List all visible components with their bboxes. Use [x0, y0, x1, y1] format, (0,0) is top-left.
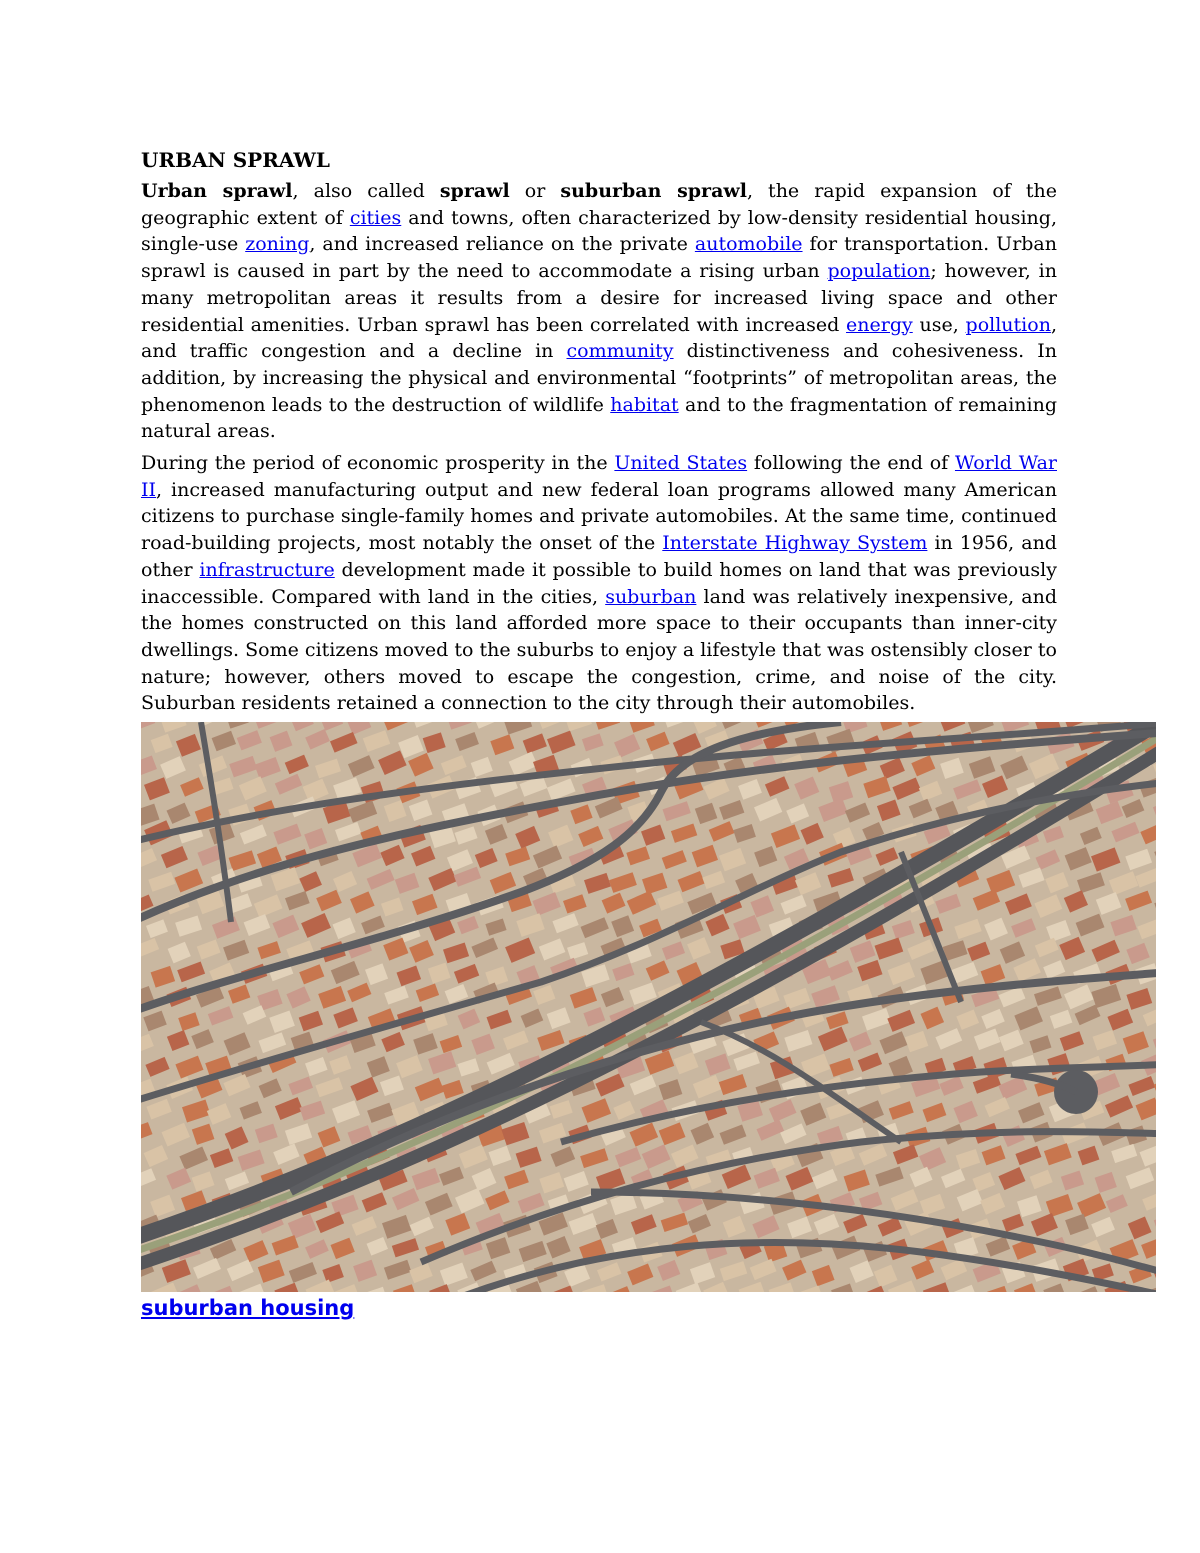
document-page [141, 146, 1057, 1322]
suburban-housing-photo [141, 722, 1156, 1292]
link-habitat[interactable]: habitat [610, 393, 679, 416]
term-sprawl: sprawl [439, 180, 510, 202]
link-united-states[interactable]: United States [614, 452, 748, 475]
caption-link-suburban-housing[interactable]: suburban housing [141, 1296, 355, 1321]
paragraph-1: Urban sprawl, also called sprawl or suburban sprawl, the rapid expansion of the geographic extent of cities and towns, often characterized by low-density residential housing, single-use zoning, and increased reliance on the private automobile for transportation. Urban sprawl is caused in part by the need to accommodate a rising urban population; however, in many metropolitan areas it results from a desire for increased living space and other residential amenities. Urban sprawl has been correlated with increased energy use, pollution, and traffic congestion and a decline in community distinctiveness and cohesiveness. In addition, by increasing the physical and environmental “footprints” of metropolitan areas, the phenomenon leads to the destruction of wildlife habitat and to the fragmentation of remaining natural areas. [141, 180, 1058, 443]
paragraph-2: During the period of economic prosperity in the United States following the end of World War II, increased manufacturing output and new federal loan programs allowed many American citizens to purchase single-family homes and private automobiles. At the same time, continued road-building projects, most notably the onset of the Interstate Highway System in 1956, and other infrastructure development made it possible to build homes on land that was previously inaccessible. Compared with land in the cities, suburban land was relatively inexpensive, and the homes constructed on this land afforded more space to their occupants than inner-city dwellings. Some citizens moved to the suburbs to enjoy a lifestyle that was ostensibly closer to nature; however, others moved to escape the congestion, crime, and noise of the city. Suburban residents retained a connection to the city through their automobiles. [141, 452, 1057, 715]
link-pollution[interactable]: pollution [965, 313, 1051, 336]
link-community[interactable]: community [566, 340, 674, 363]
link-suburban[interactable]: suburban [605, 585, 697, 608]
term-urban-sprawl: Urban sprawl [141, 180, 293, 202]
link-cities[interactable]: cities [349, 206, 402, 229]
link-world-war-ii[interactable]: World War II [141, 452, 1057, 501]
link-automobile[interactable]: automobile [694, 233, 803, 256]
aerial-suburb-illustration [141, 722, 1156, 1292]
link-interstate-highway-system[interactable]: Interstate Highway System [662, 532, 928, 555]
link-population[interactable]: population [827, 260, 931, 283]
link-infrastructure[interactable]: infrastructure [199, 558, 335, 581]
link-energy[interactable]: energy [846, 313, 913, 336]
document-title: URBAN SPRAWL [141, 148, 330, 172]
term-suburban-sprawl: suburban sprawl [560, 180, 747, 202]
link-zoning[interactable]: zoning [245, 233, 310, 256]
